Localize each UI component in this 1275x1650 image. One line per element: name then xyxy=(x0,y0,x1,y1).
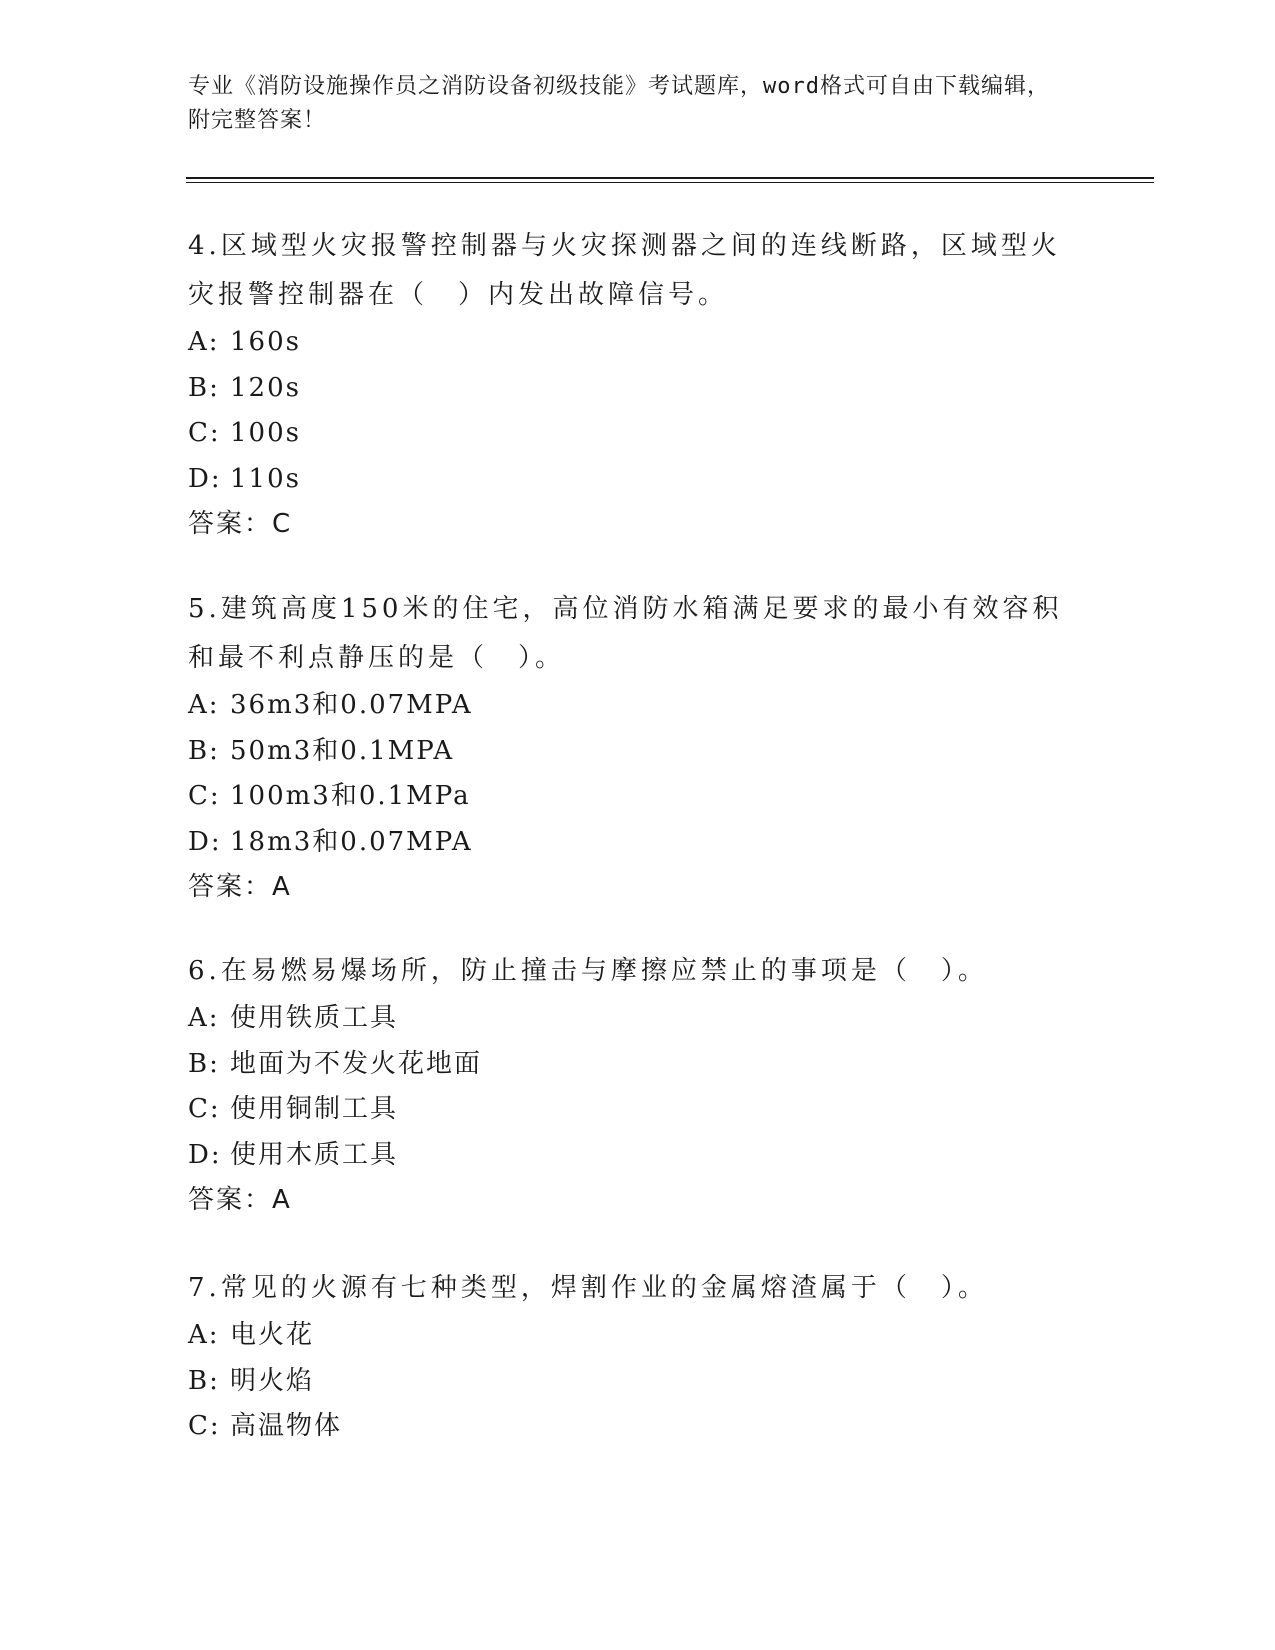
option-c xyxy=(188,774,1068,820)
question-6 xyxy=(188,947,1068,1224)
option-label: B: xyxy=(188,1048,220,1079)
question-text: 4.区域型火灾报警控制器与火灾探测器之间的连线断路，区域型火灾报警控制器在（ ）内发出故障信号。 xyxy=(188,231,1061,310)
option-label: C: xyxy=(188,418,221,448)
option-text: 110s xyxy=(230,463,301,494)
option-label: C: xyxy=(188,1411,221,1441)
option-a xyxy=(188,320,1068,366)
option-text: 高温物体 xyxy=(230,1411,343,1441)
option-a xyxy=(188,996,1068,1042)
option-label: B: xyxy=(188,372,220,403)
question-text: 6.在易燃易爆场所，防止撞击与摩擦应禁止的事项是（ ）。 xyxy=(188,956,988,986)
option-text: 120s xyxy=(230,372,301,403)
option-b xyxy=(188,1359,1068,1405)
option-label: A: xyxy=(188,327,220,357)
question-7 xyxy=(188,1264,1068,1450)
option-label: B: xyxy=(188,1365,220,1396)
option-label: B: xyxy=(188,735,220,766)
option-c xyxy=(188,1404,1068,1450)
option-a xyxy=(188,683,1068,729)
document-header: 专业《消防设施操作员之消防设备初级技能》考试题库，word格式可自由下载编辑，附完整答案！ xyxy=(188,74,1050,133)
option-b xyxy=(188,366,1068,412)
option-text: 地面为不发火花地面 xyxy=(230,1048,483,1079)
question-5 xyxy=(188,585,1068,911)
option-label: D: xyxy=(188,826,222,857)
option-label: A: xyxy=(188,1320,220,1350)
question-number: 4. xyxy=(188,231,221,261)
header-divider xyxy=(186,177,1154,179)
option-text: 电火花 xyxy=(230,1320,315,1350)
option-b xyxy=(188,1042,1068,1088)
question-number: 6. xyxy=(188,956,221,986)
option-label: D: xyxy=(188,1139,222,1170)
option-d xyxy=(188,457,1068,503)
option-text: 160s xyxy=(230,327,301,357)
option-c xyxy=(188,411,1068,457)
option-d xyxy=(188,820,1068,866)
option-c xyxy=(188,1087,1068,1133)
answer-value: A xyxy=(272,872,292,902)
option-label: C: xyxy=(188,1094,221,1124)
option-label: C: xyxy=(188,781,221,811)
answer-line xyxy=(188,865,1068,911)
option-text: 明火焰 xyxy=(230,1365,315,1396)
question-number: 7. xyxy=(188,1273,221,1303)
question-number: 5. xyxy=(188,594,221,624)
answer-value: C xyxy=(272,509,293,539)
option-text: 100m3和0.1MPa xyxy=(230,781,471,811)
answer-label: 答案： xyxy=(188,509,273,539)
option-label: A: xyxy=(188,1003,220,1033)
option-text: 18m3和0.07MPA xyxy=(230,826,473,857)
header-divider-thin xyxy=(186,182,1154,183)
option-text: 使用铜制工具 xyxy=(230,1094,399,1124)
option-label: A: xyxy=(188,690,220,720)
option-text: 36m3和0.07MPA xyxy=(230,690,473,720)
option-label: D: xyxy=(188,463,222,494)
answer-value: A xyxy=(272,1185,292,1215)
option-b xyxy=(188,729,1068,775)
option-a xyxy=(188,1313,1068,1359)
option-text: 50m3和0.1MPA xyxy=(230,735,455,766)
question-text: 7.常见的火源有七种类型，焊割作业的金属熔渣属于（ ）。 xyxy=(188,1273,988,1303)
question-4 xyxy=(188,222,1068,548)
option-text: 100s xyxy=(230,418,301,448)
answer-line xyxy=(188,502,1068,548)
answer-label: 答案： xyxy=(188,872,273,902)
answer-label: 答案： xyxy=(188,1185,273,1215)
option-text: 使用木质工具 xyxy=(230,1139,399,1170)
answer-line xyxy=(188,1178,1068,1224)
option-d xyxy=(188,1133,1068,1179)
question-text: 5.建筑高度150米的住宅，高位消防水箱满足要求的最小有效容积和最不利点静压的是（ ）。 xyxy=(188,594,1063,673)
option-text: 使用铁质工具 xyxy=(230,1003,399,1033)
